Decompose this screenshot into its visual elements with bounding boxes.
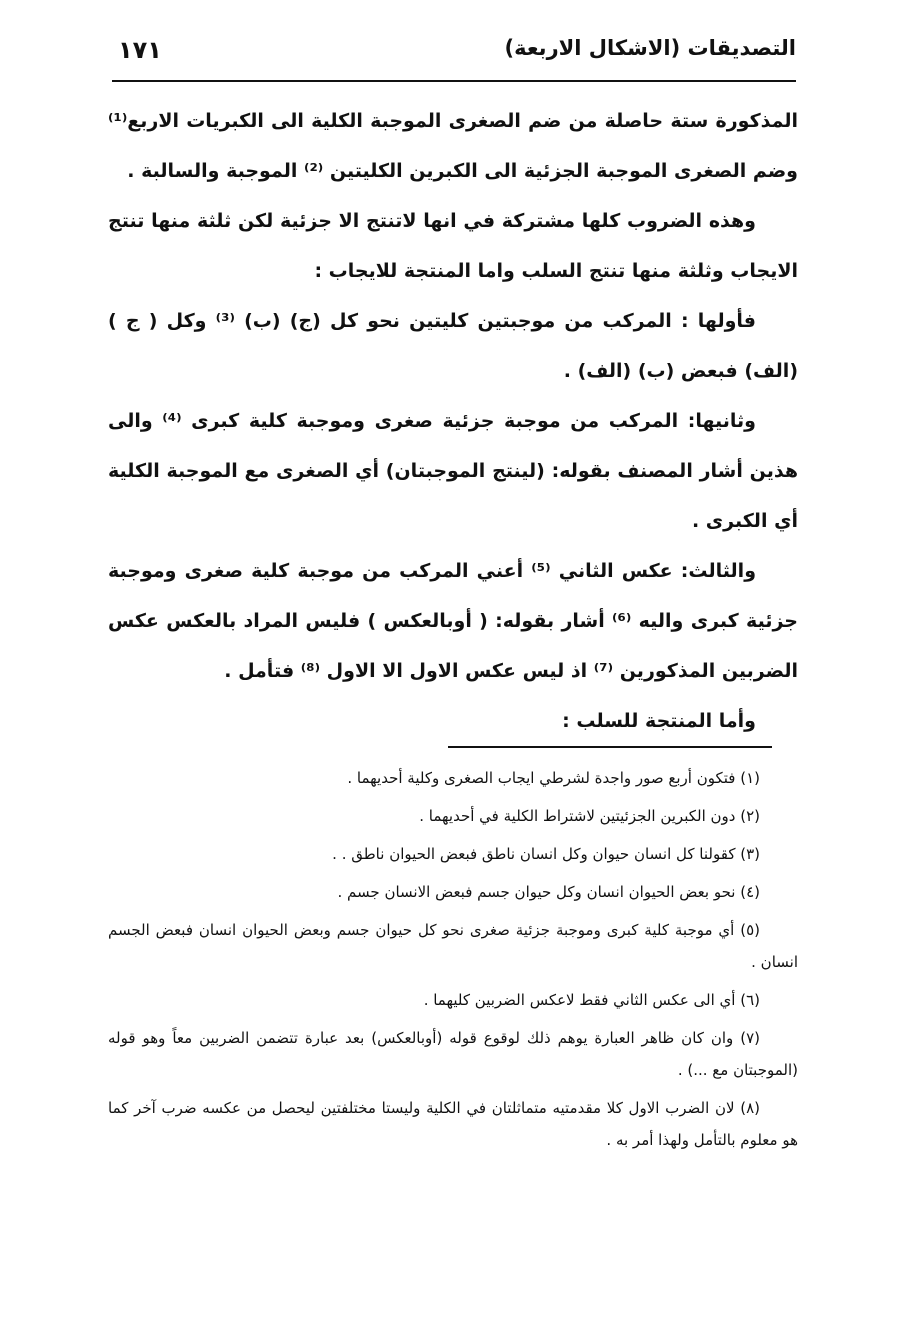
paragraph: وهذه الضروب كلها مشتركة في انها لاتنتج الا جزئية لكن ثلثة منها تنتج الايجاب وثلثة منها تنتج السلب واما المنتجة للايجاب : [108, 210, 798, 282]
footnote: (٣) كقولنا كل انسان حيوان وكل انسان ناطق فبعض الحيوان ناطق . . [332, 845, 760, 863]
paragraph: وأما المنتجة للسلب : [562, 710, 756, 732]
footnote: (٦) أي الى عكس الثاني فقط لاعكس الضربين كليهما . [423, 991, 760, 1009]
page-number: ١٧١ [118, 36, 162, 64]
paragraph: وثانيها: المركب من موجبة جزئية صغرى وموجبة كلية كبرى ⁽⁴⁾ والى هذين أشار المصنف بقوله: (لينتج الموجبتان) أي الصغرى مع الموجبة الكلية أي الكبرى . [108, 410, 798, 532]
running-title: التصديقات (الاشكال الاربعة) [504, 36, 796, 60]
footnote: (٥) أي موجبة كلية كبرى وموجبة جزئية صغرى نحو كل حيوان جسم وبعض الحيوان انسان فبعض الجسم انسان . [108, 921, 798, 971]
footnote: (٤) نحو بعض الحيوان انسان وكل حيوان جسم فبعض الانسان جسم . [337, 883, 760, 901]
footnote: (١) فتكون أربع صور واجدة لشرطي ايجاب الصغرى وكلية أحديهما . [347, 769, 760, 787]
paragraph: والثالث: عكس الثاني ⁽⁵⁾ أعني المركب من موجبة كلية صغرى وموجبة جزئية كبرى واليه ⁽⁶⁾ أشار بقوله: ( أوبالعكس ) فليس المراد بالعكس عكس الضربين المذكورين ⁽⁷⁾ اذ ليس عكس الاول الا الاول ⁽⁸⁾ فتأمل . [108, 560, 798, 682]
footnote: (٢) دون الكبرين الجزئيتين لاشتراط الكلية في أحديهما . [419, 807, 760, 825]
footnote: (٨) لان الضرب الاول كلا مقدمتيه متماثلتان في الكلية وليستا مختلفتين ليحصل من عكسه ضرب آخر كما هو معلوم بالتأمل ولهذا أمر به . [108, 1099, 798, 1149]
header-rule [112, 80, 796, 82]
paragraph: فأولها : المركب من موجبتين كليتين نحو كل (ج) (ب) ⁽³⁾ وكل ( ج ) (الف) فبعض (ب) (الف) . [108, 310, 798, 382]
page-header [112, 34, 796, 82]
footnote: (٧) وان كان ظاهر العبارة يوهم ذلك لوقوع قوله (أوبالعكس) بعد عبارة تتضمن الضربين معاً وهو قوله (الموجبتان مع ...) . [108, 1029, 798, 1079]
footnote-separator [448, 746, 772, 748]
footnotes [108, 762, 798, 1162]
main-text [108, 96, 798, 746]
paragraph: المذكورة ستة حاصلة من ضم الصغرى الموجبة الكلية الى الكبريات الاربع⁽¹⁾ وضم الصغرى الموجبة الجزئية الى الكبرين الكليتين ⁽²⁾ الموجبة والسالبة . [108, 110, 798, 182]
